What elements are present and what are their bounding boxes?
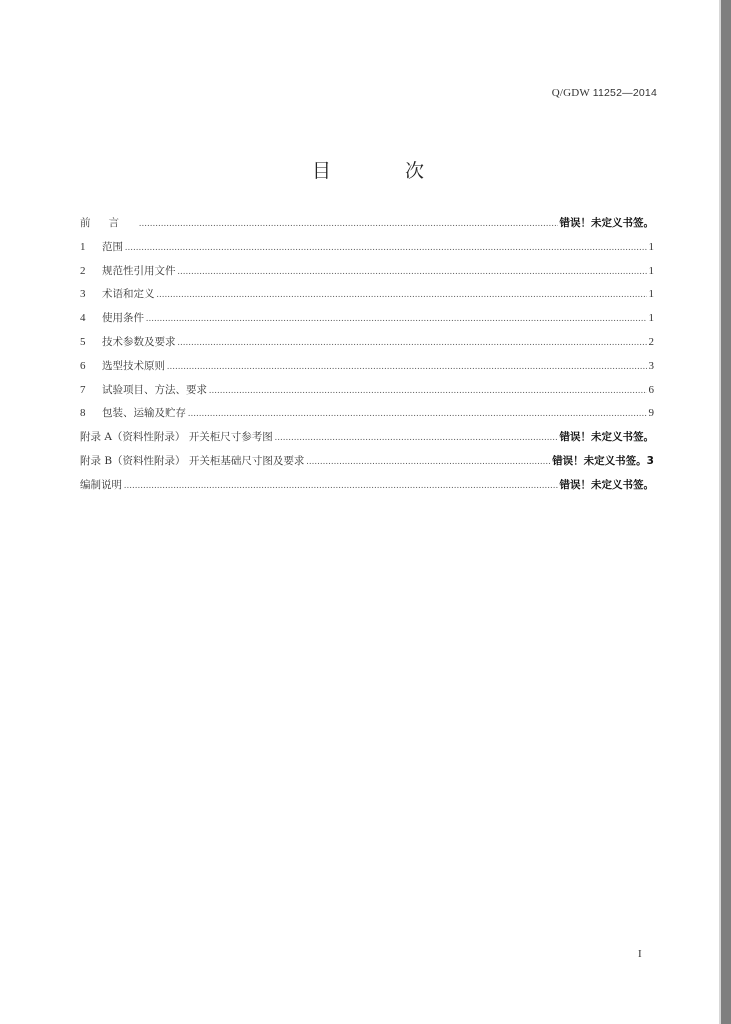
- toc-entry-number: 6: [80, 359, 86, 372]
- document-code-number: 11252—2014: [592, 87, 657, 99]
- page-edge-shadow: [721, 0, 731, 1024]
- toc-entry-6[interactable]: [80, 358, 654, 382]
- toc-entry-number: 5: [80, 335, 86, 348]
- toc-entry-page: 6: [648, 383, 654, 396]
- toc-entry-page: 9: [648, 407, 654, 420]
- toc-entry-7[interactable]: [80, 382, 654, 406]
- toc-leader-dots: [209, 385, 647, 395]
- toc-entry-appendix-a[interactable]: [80, 429, 654, 453]
- toc-entry-title: 规范性引用文件: [102, 264, 176, 277]
- page-number: I: [638, 948, 642, 960]
- toc-leader-dots: [139, 218, 558, 228]
- toc-entry-number: 7: [80, 383, 86, 396]
- toc-heading: [312, 156, 424, 183]
- toc-entry-number: 3: [80, 288, 86, 301]
- toc-entry-page: 2: [648, 335, 654, 348]
- toc-leader-dots: [178, 266, 647, 276]
- toc-entry-page: 1: [648, 264, 654, 277]
- toc-leader-dots: [275, 432, 558, 442]
- document-code: [552, 87, 657, 99]
- toc-entry-title: 附录 B（资料性附录） 开关柜基础尺寸图及要求: [80, 454, 305, 467]
- toc-entry-title: 试验项目、方法、要求: [102, 383, 207, 396]
- toc-entry-3[interactable]: [80, 286, 654, 310]
- toc-entry-number: 1: [80, 240, 86, 253]
- toc-leader-dots: [146, 313, 647, 323]
- toc-entry-title: 选型技术原则: [102, 359, 165, 372]
- toc-entry-page: 错误！未定义书签。3: [552, 454, 654, 467]
- toc-entry-title: 范围: [102, 240, 123, 253]
- toc-entry-title: 包装、运输及贮存: [102, 407, 186, 420]
- toc-entry-appendix-b[interactable]: [80, 453, 654, 477]
- toc-leader-dots: [188, 408, 647, 418]
- table-of-contents: [80, 215, 654, 501]
- toc-entry-number: 8: [80, 407, 86, 420]
- document-code-prefix: Q/GDW: [551, 87, 590, 99]
- toc-entry-title: 使用条件: [102, 312, 144, 325]
- toc-leader-dots: [157, 289, 647, 299]
- toc-entry-title: 附录 A（资料性附录） 开关柜尺寸参考图: [80, 431, 273, 444]
- toc-entry-editorial-notes[interactable]: [80, 477, 654, 501]
- toc-entry-title: 术语和定义: [102, 288, 155, 301]
- toc-entry-page: 1: [648, 288, 654, 301]
- toc-entry-2[interactable]: [80, 263, 654, 287]
- toc-leader-dots: [125, 242, 647, 252]
- toc-leader-dots: [306, 456, 550, 466]
- toc-leader-dots: [178, 337, 647, 347]
- toc-heading-char-1: 目: [312, 160, 332, 182]
- toc-entry-page: 1: [648, 312, 654, 325]
- toc-entry-4[interactable]: [80, 310, 654, 334]
- toc-entry-page: 错误！未定义书签。: [559, 217, 654, 229]
- toc-entry-number: 2: [80, 264, 86, 277]
- toc-leader-dots: [167, 361, 647, 371]
- toc-entry-title: 技术参数及要求: [102, 335, 176, 348]
- toc-heading-char-2: 次: [405, 160, 425, 182]
- toc-entry-8[interactable]: [80, 405, 654, 429]
- toc-entry-page: 3: [648, 359, 654, 372]
- toc-entry-page: 1: [648, 240, 654, 253]
- toc-entry-title: 前言: [80, 217, 137, 229]
- toc-entry-1[interactable]: [80, 239, 654, 263]
- toc-entry-preface[interactable]: [80, 215, 654, 239]
- toc-entry-5[interactable]: [80, 334, 654, 358]
- toc-entry-page: 错误！未定义书签。: [559, 478, 654, 491]
- toc-leader-dots: [124, 480, 558, 490]
- toc-entry-title: 编制说明: [80, 478, 122, 491]
- toc-entry-page: 错误！未定义书签。: [559, 431, 654, 444]
- toc-entry-number: 4: [80, 312, 86, 325]
